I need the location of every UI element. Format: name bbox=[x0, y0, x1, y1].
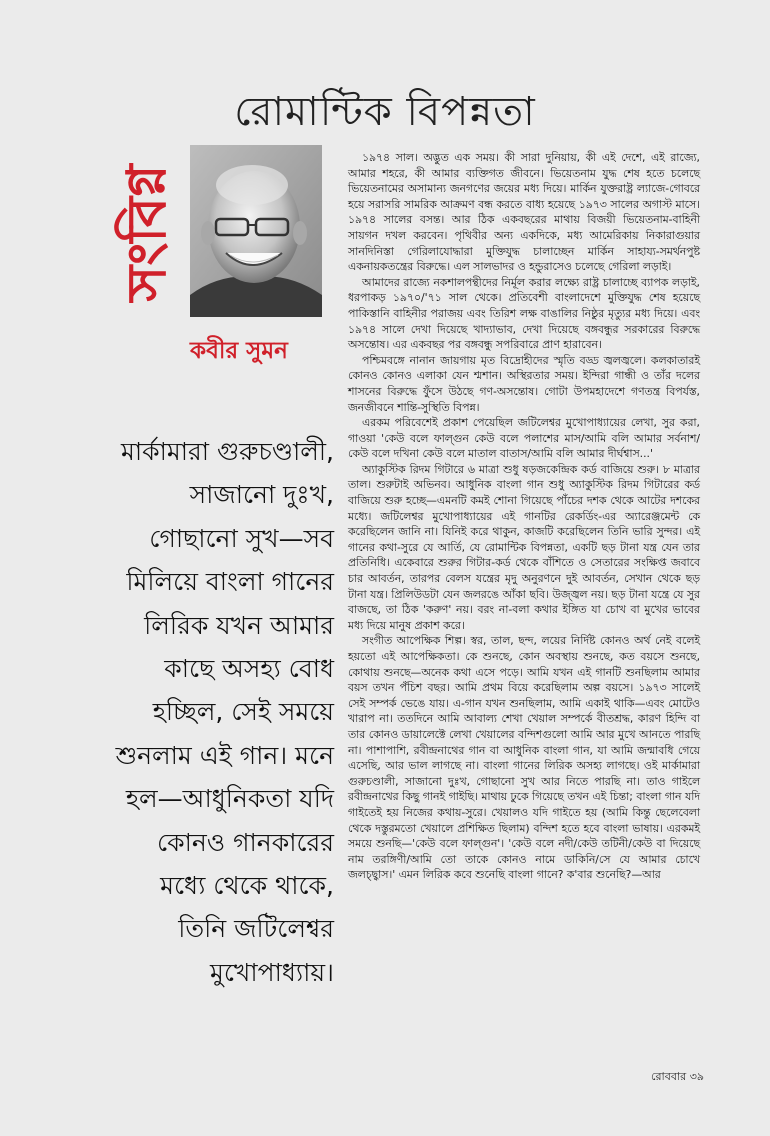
author-name: কবীর সুমন bbox=[190, 338, 288, 364]
pullquote-line: মিলিয়ে বাংলা গানের bbox=[126, 567, 334, 597]
pullquote-line: মার্কামারা গুরুচণ্ডালী, bbox=[121, 437, 334, 466]
body-paragraph: সংগীত আপেক্ষিক শিল্প। স্বর, তাল, ছন্দ, লয়ের নির্দিষ্ট কোনও অর্থ নেই বলেই হয়তো এই আপেক্ষিকতা। কে শুনছে, কোন অবস্থায় শুনছে, কত বয়সে শুনছে, কোথায় শুনছে—অনেক কথা এসে পড়ে। আমি যখন এই গানটি শুনছিলাম আমার বয়স তখন পঁচিশ বছর। আমি প্রথম বিয়ে করেছিলাম অল্প বয়সে। ১৯৭৩ সালেই সেই সম্পর্ক ভেঙে যায়। এ-গান যখন শুনছিলাম, আমি একাই থাকি—এবং মোটেও খারাপ না। ততদিনে আমি আবাল্য শেখা খেয়াল সম্পর্কে বীতশ্রদ্ধ, কারণ হিন্দি বা তার কোনও ডায়ালেক্টে লেখা খেয়ালের বন্দিশগুলো আমি আর মুখে আনতে পারছি না। পাশাপাশি, রবীন্দ্রনাথের গান বা আধুনিক বাংলা গান, যা আমি জন্মাবধি গেয়ে এসেছি, আর ভাল লাগছে না। বাংলা গানের লিরিক অসহ্য লাগছে। ওই মার্কামারা গুরুচণ্ডালী, সাজানো দুঃখ, গোছানো সুখ আর নিতে পারছি না। তাও গাইলে রবীন্দ্রনাথের কিছু গানই গাইছি। মাথায় ঢুকে গিয়েছে তখন এই চিন্তা; বাংলা গান যদি গাইতেই হয় নিজের কথায়-সুরে। খেয়ালও যদি গাইতে হয় (আমি কিন্তু ছেলেবেলা থেকে দস্তুরমতো খেয়ালে প্রশিক্ষিত ছিলাম) বন্দিশ হতে হবে বাংলা ভাষায়। এরকমই সময়ে শুনছি—'কেউ বলে ফাল্গুন'। 'কেউ বলে নদী/কেউ তটিনী/কেউ বা দিয়েছে নাম তরঙ্গিণী/আমি তো তাকে কোনও নামে ডাকিনি/সে যে আমার চোখে জলচ্ছ্বাস।' এমন লিরিক কবে শুনেছি বাংলা গানে? ক'বার শুনেছি?—আর bbox=[348, 634, 700, 882]
body-paragraph: পশ্চিমবঙ্গে নানান জায়গায় মৃত বিদ্রোহীদের স্মৃতি বড্ড জ্বলজ্বলে। কলকাতারই কোনও কোনও এলাকা যেন শ্মশান। অস্থিরতার সময়। ইন্দিরা গান্ধী ও তাঁর দলের শাসনের বিরুদ্ধে ফুঁসে উঠছে গণ-অসন্তোষ। গোটা উপমহাদেশে গণতন্ত্র বিপর্যস্ত, জনজীবনে শান্তি-সুস্থিতি বিপন্ন। bbox=[348, 353, 700, 414]
pullquote-line: হল—আধুনিকতা যদি bbox=[125, 784, 334, 814]
pullquote-line: মধ্যে থেকে থাকে, bbox=[160, 871, 334, 901]
body-paragraph: অ্যাকুস্টিক রিদম গিটারে ৬ মাত্রা শুধু ষড়জকেন্দ্রিক কর্ড বাজিয়ে শুরু। ৮ মাত্রার তাল। শুরুটাই অভিনব। আধুনিক বাংলা গান শুধু অ্যাকুস্টিক রিদম গিটারের কর্ড বাজিয়ে শুরু হচ্ছে—এমনটি কমই শোনা গিয়েছে পাঁচের দশক থেকে আটের দশকের মধ্যে। জটিলেশ্বর মুখোপাধ্যায়ের এই গানটির রেকর্ডিং-এর অ্যারেঞ্জমেন্ট কে করেছিলেন জানি না। যিনিই করে থাকুন, কাজটি করেছিলেন তিনি ভারি সুন্দর। এই গানের কথা-সুরে যে আর্তি, যে রোমান্টিক বিপন্নতা, একটি ছড় টানা যন্ত্র যেন তার প্রতিনিধি। একেবারে শুরুর গিটার-কর্ড থেকে বাঁশিতে ও সেতারের সংক্ষিপ্ত জবাবে চার আবর্তন, তারপর বেলস যন্ত্রের মৃদু অনুরণনে দুই আবর্তন, সেখান থেকে ছড় টানা যন্ত্র। প্রিলিউডটা যেন জলরঙে আঁকা ছবি। উজ্জ্বল নয়। ছড় টানা যন্ত্রে যে সুর বাজছে, তা ঠিক 'করুণ' নয়। বরং না-বলা কথার ইঙ্গিত যা চোখ বা মুখের ভাবের মধ্য দিয়ে মানুষ প্রকাশ করে। bbox=[348, 462, 700, 632]
pullquote-line: শুনলাম এই গান। মনে bbox=[115, 740, 334, 770]
body-paragraph: এরকম পরিবেশেই প্রকাশ পেয়েছিল জটিলেশ্বর মুখোপাধ্যায়ের লেখা, সুর করা, গাওয়া 'কেউ বলে ফাল্গুন কেউ বলে পলাশের মাস/আমি বলি আমার সর্বনাশ/কেউ বলে দখিনা কেউ বলে মাতাল বাতাস/আমি বলি আমার দীর্ঘশ্বাস...' bbox=[348, 416, 700, 461]
pullquote-line: তিনি জটিলেশ্বর bbox=[178, 914, 334, 944]
article-headline: রোমান্টিক বিপন্নতা bbox=[234, 89, 536, 135]
pullquote-line: মুখোপাধ্যায়। bbox=[210, 957, 334, 987]
pullquote-line: কাছে অসহ্য বোধ bbox=[164, 654, 334, 684]
author-photo bbox=[190, 145, 322, 317]
body-paragraph: ১৯৭৪ সাল। অদ্ভুত এক সময়। কী সারা দুনিয়ায়, কী এই দেশে, এই রাজ্যে, আমার শহরে, কী আমার ব্যক্তিগত জীবনে। ভিয়েতনাম যুদ্ধ শেষ হতে চলেছে ভিয়েতনামের অসামান্য জনগণের জয়ের মধ্য দিয়ে। মার্কিন যুক্তরাষ্ট্র ল্যাজে-গোবরে হয়ে সরাসরি সামরিক আক্রমণ বন্ধ করতে বাধ্য হয়েছে ১৯৭৩ সালের অগাস্ট মাসে। ১৯৭৪ সালের বসন্ত। আর ঠিক একবছরের মাথায় বিজয়ী ভিয়েতনাম-বাহিনী সায়গন দখল করবেন। পৃথিবীর অন্য একদিকে, মধ্য আমেরিকায় নিকারাগুয়ার সানদিনিস্তা গেরিলাযোদ্ধারা মুক্তিযুদ্ধ চালাচ্ছেন মার্কিন সাহায্য-সমর্থনপুষ্ট একনায়কতন্ত্রের বিরুদ্ধে। এল সালভাদর ও হন্ডুরাসেও চলেছে গেরিলা লড়াই। bbox=[348, 151, 700, 274]
pull-quote bbox=[42, 430, 334, 994]
page-footer: রোববার ৩৯ bbox=[651, 1070, 704, 1083]
body-paragraph: আমাদের রাজ্যে নকশালপন্থীদের নির্মূল করার লক্ষ্যে রাষ্ট্র চালাচ্ছে ব্যাপক লড়াই, ধরপাকড় ১৯৭০/'৭১ সাল থেকে। প্রতিবেশী বাংলাদেশে মুক্তিযুদ্ধ শেষ হয়েছে পাকিস্তানি বাহিনীর পরাজয় এবং তিরিশ লক্ষ বাঙালির নিষ্ঠুর মৃত্যুর মধ্য দিয়ে। এবং ১৯৭৪ সালে দেখা দিয়েছে খাদ্যাভাব, দেখা দিয়েছে বঙ্গবন্ধুর সরকারের বিরুদ্ধে অসন্তোষ। এর একবছর পর বঙ্গবন্ধু সপরিবারে প্রাণ হারাবেন। bbox=[348, 275, 700, 352]
pullquote-line: সাজানো দুঃখ, bbox=[189, 480, 334, 510]
pullquote-line: গোছানো সুখ—সব bbox=[149, 523, 334, 553]
pullquote-line: হচ্ছিল, সেই সময়ে bbox=[152, 697, 334, 727]
pullquote-line: লিরিক যখন আমার bbox=[144, 610, 334, 640]
article-body bbox=[348, 150, 700, 883]
author-portrait-image bbox=[190, 145, 322, 317]
column-brand bbox=[112, 145, 182, 320]
column-brand-text: সংবিগ্ন bbox=[115, 164, 178, 301]
pullquote-line: কোনও গানকারের bbox=[157, 827, 334, 857]
